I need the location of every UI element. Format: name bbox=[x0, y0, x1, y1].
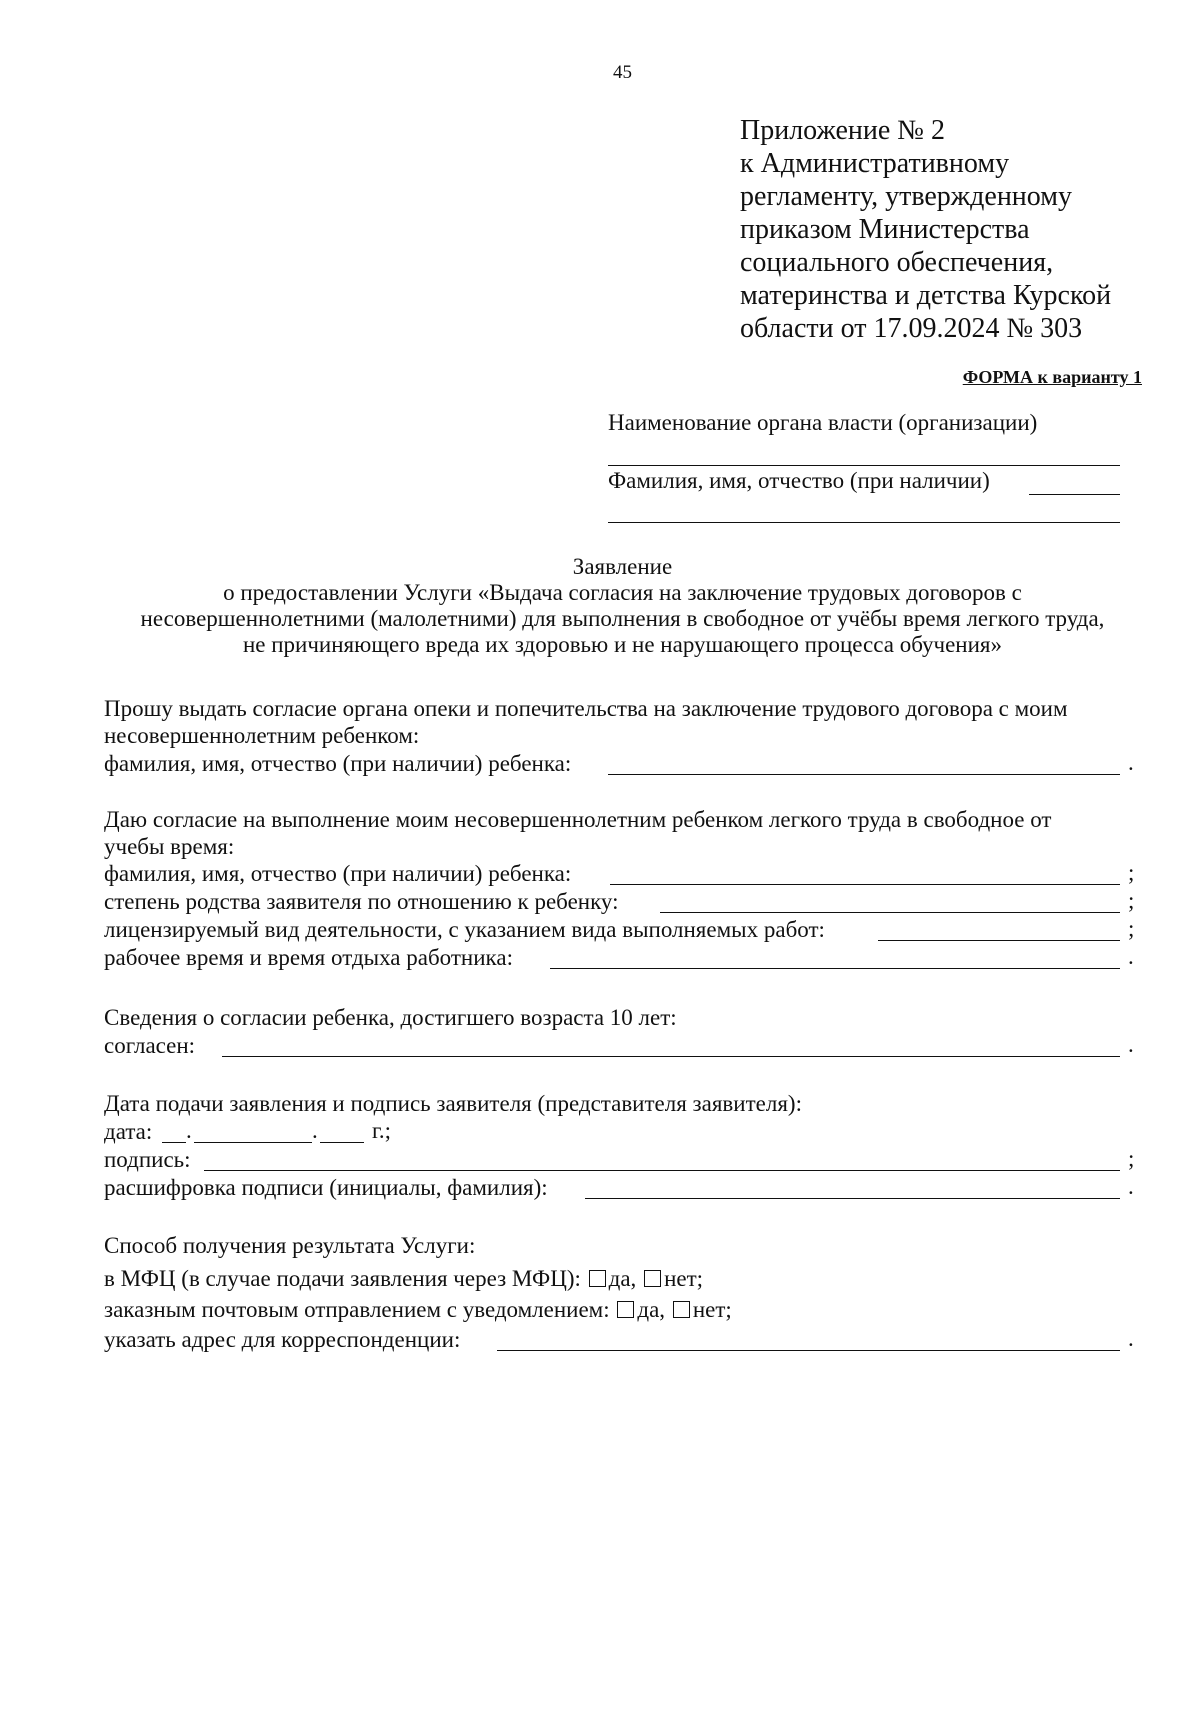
appendix-line: Приложение № 2 bbox=[740, 115, 945, 146]
section4-decode-label: расшифровка подписи (инициалы, фамилия): bbox=[104, 1175, 548, 1200]
address-input[interactable] bbox=[497, 1328, 1120, 1351]
section4-date-label: дата: bbox=[104, 1119, 153, 1144]
punct-semicolon: ; bbox=[1128, 1146, 1135, 1171]
signature-decode-input[interactable] bbox=[585, 1176, 1120, 1199]
authority-label: Наименование органа власти (организации) bbox=[608, 410, 1038, 435]
date-day-input[interactable] bbox=[162, 1120, 186, 1143]
no-label: нет; bbox=[692, 1297, 732, 1322]
recipient-fio-label: Фамилия, имя, отчество (при наличии) bbox=[608, 468, 990, 493]
yes-label: да, bbox=[637, 1297, 666, 1322]
recipient-fio-input-line-2[interactable] bbox=[608, 502, 1120, 523]
appendix-line: приказом Министерства bbox=[740, 214, 1030, 245]
section3-agree-label: согласен: bbox=[104, 1033, 196, 1058]
page-number: 45 bbox=[613, 62, 632, 83]
punct-semicolon: ; bbox=[1128, 916, 1135, 941]
punct-dot: . bbox=[1128, 1174, 1134, 1199]
section2-activity-label: лицензируемый вид деятельности, с указанием вида выполняемых работ: bbox=[104, 917, 825, 942]
section2-text-line: учебы время: bbox=[104, 834, 235, 859]
section4-text-line: Дата подачи заявления и подпись заявителя (представителя заявителя): bbox=[104, 1091, 802, 1116]
section3-agree-input[interactable] bbox=[222, 1034, 1120, 1057]
appendix-line: к Административному bbox=[740, 148, 1010, 179]
date-year-input[interactable] bbox=[320, 1120, 364, 1143]
section2-worktime-input[interactable] bbox=[550, 946, 1120, 969]
mail-no-checkbox[interactable] bbox=[673, 1301, 690, 1318]
section3-text-line: Сведения о согласии ребенка, достигшего возраста 10 лет: bbox=[104, 1005, 677, 1030]
yes-label: да, bbox=[608, 1266, 637, 1291]
mail-yes-checkbox[interactable] bbox=[617, 1301, 634, 1318]
mfc-label: в МФЦ (в случае подачи заявления через МФЦ): bbox=[104, 1266, 581, 1291]
section5-text-line: Способ получения результата Услуги: bbox=[104, 1233, 476, 1258]
appendix-line: регламенту, утвержденному bbox=[740, 181, 1072, 212]
section1-text-line: Прошу выдать согласие органа опеки и попечительства на заключение трудового договора с моим bbox=[104, 696, 1068, 721]
date-suffix: г.; bbox=[372, 1118, 391, 1143]
punct-semicolon: ; bbox=[1128, 888, 1135, 913]
no-label: нет; bbox=[664, 1266, 704, 1291]
date-month-input[interactable] bbox=[194, 1120, 312, 1143]
mail-label: заказным почтовым отправлением с уведомлением: bbox=[104, 1297, 610, 1322]
appendix-header bbox=[740, 114, 1111, 345]
appendix-line: социального обеспечения, bbox=[740, 247, 1054, 278]
mail-option-row bbox=[104, 1296, 732, 1323]
signature-input[interactable] bbox=[204, 1148, 1120, 1171]
date-separator: . bbox=[312, 1118, 318, 1143]
appendix-line: области от 17.09.2024 № 303 bbox=[740, 313, 1083, 344]
section2-worktime-label: рабочее время и время отдыха работника: bbox=[104, 945, 513, 970]
section1-text-line: несовершеннолетним ребенком: bbox=[104, 723, 420, 748]
recipient-fio-input-line[interactable] bbox=[1029, 474, 1120, 495]
punct-dot: . bbox=[1128, 750, 1134, 775]
punct-semicolon: ; bbox=[1128, 860, 1135, 885]
section2-activity-input[interactable] bbox=[878, 918, 1120, 941]
section2-child-fio-input[interactable] bbox=[610, 862, 1120, 885]
appendix-line: материнства и детства Курской bbox=[740, 280, 1112, 311]
punct-dot: . bbox=[1128, 1326, 1134, 1351]
statement-heading: Заявление bbox=[572, 554, 673, 579]
statement-subtitle-line: о предоставлении Услуги «Выдача согласия на заключение трудовых договоров с bbox=[223, 580, 1022, 605]
section1-child-fio-input[interactable] bbox=[608, 752, 1120, 775]
mfc-no-checkbox[interactable] bbox=[644, 1270, 661, 1287]
authority-input-line[interactable] bbox=[608, 445, 1120, 466]
section2-relation-label: степень родства заявителя по отношению к ребенку: bbox=[104, 889, 619, 914]
form-variant-label: ФОРМА к варианту 1 bbox=[962, 367, 1142, 387]
statement-subtitle-line: не причиняющего вреда их здоровью и не нарушающего процесса обучения» bbox=[242, 632, 1003, 657]
section2-relation-input[interactable] bbox=[660, 890, 1120, 913]
section2-text-line: Даю согласие на выполнение моим несовершеннолетним ребенком легкого труда в свободное от bbox=[104, 807, 1052, 832]
section5-address-label: указать адрес для корреспонденции: bbox=[104, 1327, 461, 1352]
statement-subtitle-line: несовершеннолетними (малолетними) для выполнения в свободное от учёбы время легкого труда, bbox=[140, 606, 1105, 631]
section1-child-fio-label: фамилия, имя, отчество (при наличии) ребенка: bbox=[104, 751, 572, 776]
mfc-yes-checkbox[interactable] bbox=[589, 1270, 606, 1287]
statement-title bbox=[0, 554, 1200, 658]
section4-signature-label: подпись: bbox=[104, 1147, 191, 1172]
mfc-option-row bbox=[104, 1265, 703, 1292]
section2-child-fio-label: фамилия, имя, отчество (при наличии) ребенка: bbox=[104, 861, 572, 886]
punct-dot: . bbox=[1128, 1032, 1134, 1057]
date-separator: . bbox=[186, 1118, 192, 1143]
punct-dot: . bbox=[1128, 944, 1134, 969]
